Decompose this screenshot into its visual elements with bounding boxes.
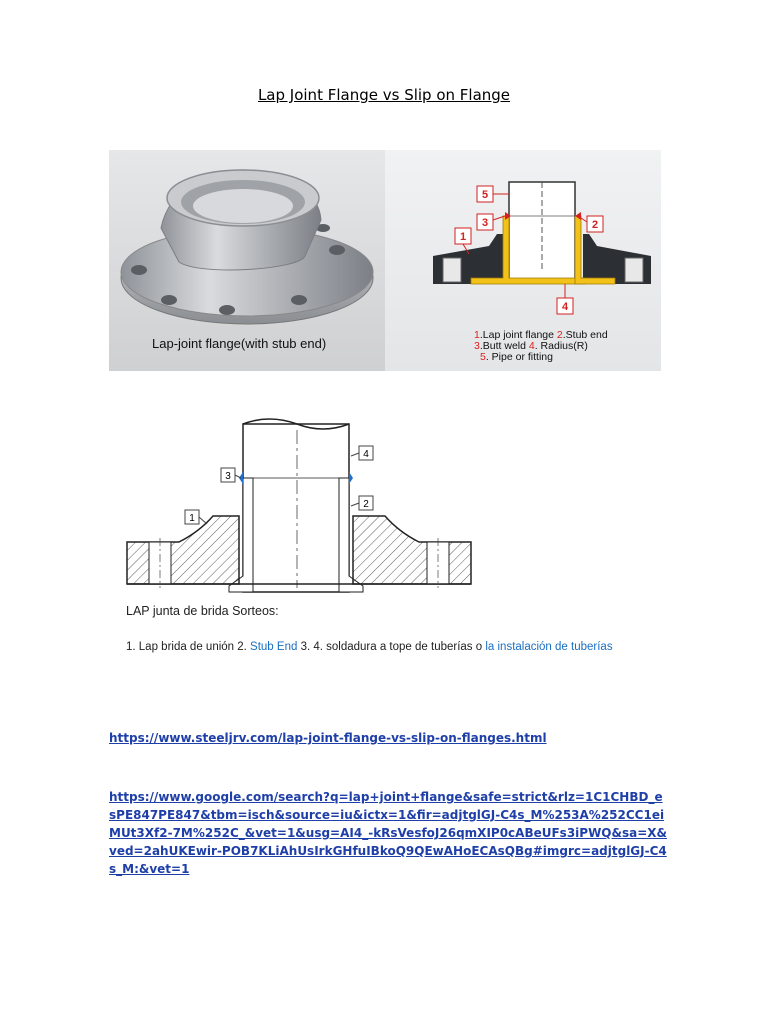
- callout-4: [557, 284, 573, 314]
- svg-text:4: 4: [363, 449, 369, 460]
- lap-joint-technical-drawing: [109, 410, 489, 602]
- svg-text:3: 3: [481, 217, 489, 229]
- legend-line-2: 3.Butt weld 4. Radius(R): [474, 340, 588, 352]
- svg-text:4: 4: [561, 301, 569, 313]
- lap-items: 1. Lap brida de unión 2. Stub End 3. 4. soldadura a tope de tuberías o la instalación de tuberías: [126, 641, 613, 653]
- drawing-callout-4: [351, 446, 373, 460]
- steeljrv-link[interactable]: https://www.steeljrv.com/lap-joint-flange-vs-slip-on-flanges.html: [109, 731, 547, 745]
- svg-text:1: 1: [459, 231, 467, 243]
- callout-2: [581, 216, 603, 232]
- pipe-installation-link[interactable]: la instalación de tuberías: [485, 641, 613, 653]
- svg-text:3: 3: [225, 471, 231, 482]
- legend-line-1: 1.Lap joint flange 2.Stub end: [474, 329, 608, 341]
- figure1-legend: [474, 330, 608, 363]
- svg-text:5: 5: [481, 189, 489, 201]
- legend-line-3: 5. Pipe or fitting: [480, 351, 553, 363]
- page-title: Lap Joint Flange vs Slip on Flange: [257, 86, 511, 104]
- svg-text:1: 1: [189, 513, 195, 524]
- photo-caption: Lap-joint flange(with stub end): [152, 336, 327, 351]
- svg-text:2: 2: [591, 219, 599, 231]
- lap-heading: LAP junta de brida Sorteos:: [126, 604, 279, 618]
- callout-3: [477, 214, 505, 230]
- drawing-callout-3: [221, 468, 241, 482]
- drawing-callout-2: [351, 496, 373, 510]
- technical-drawing-svg: [109, 410, 489, 602]
- google-images-link[interactable]: https://www.google.com/search?q=lap+joint+flange&safe=strict&rlz=1C1CHBD_esPE847PE847&tbm=isch&source=iu&ictx=1&fir=adjtglGJ-C4s_M%253A%252CC1eiMUt3Xf2-7M%252C_&vet=1&usg=AI4_-kRsVesfoJ26qmXIP0cABeUFs3iPWQ&sa=X&ved=2ahUKEwir-POB7KLiAhUsIrkGHfuIBkoQ9QEwAHoECAsQBg#imgrc=adjtglGJ-C4s_M:&vet=1: [109, 790, 667, 876]
- svg-text:2: 2: [363, 499, 369, 510]
- callout-5: [477, 186, 509, 202]
- stub-end-link[interactable]: Stub End: [250, 641, 298, 653]
- drawing-callout-1: [185, 510, 207, 524]
